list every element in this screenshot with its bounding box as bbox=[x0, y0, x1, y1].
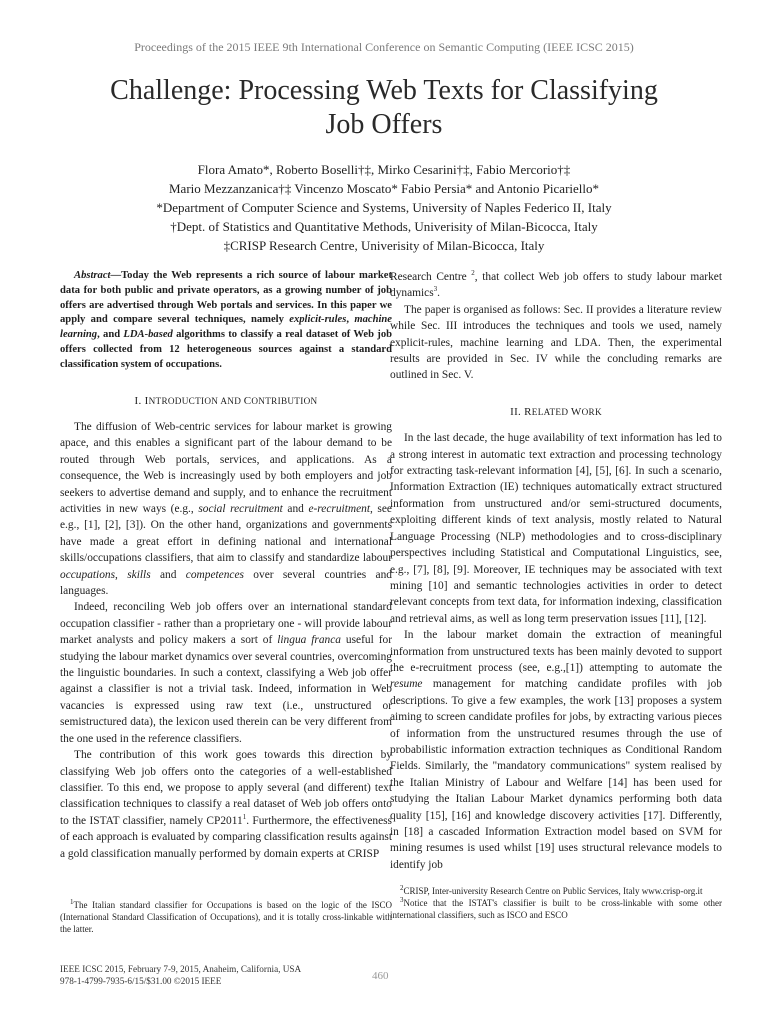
footnote-3 bbox=[390, 895, 722, 922]
text-run: Indeed, reconciling Web job offers over an international standard occupation classifier - rather than a proprietary one - will provide labour market analysts and policy makers a sort of bbox=[60, 601, 392, 647]
section-smallcaps: ORK bbox=[581, 406, 602, 417]
text-run: , see e.g., [1], [2], [3]). On the other hand, organizations and governments have made a great effort in defining national and international skills/occupations classifiers, that aim to classify and standardize labour bbox=[60, 503, 392, 565]
footer-isbn: 978-1-4799-7935-6/15/$31.00 ©2015 IEEE bbox=[60, 975, 222, 986]
section-smallcaps: ONTRIBUTION bbox=[251, 395, 318, 406]
text-run: The diffusion of Web-centric services for labour market is growing apace, and this enables a significant part of the labour demand to be routed through Web portals, services, and applications. As a consequence, the Web is increasingly used by both employers and job seekers to advertise demand and supply, and to enhance the recruitment activities in new ways (e.g., bbox=[60, 420, 392, 516]
abstract-text: —Today the Web represents a rich source of labour market data for both public and private operators, as a growing number of job offers are advertised through Web portals and services. In this paper we apply and compare several techniques, namely bbox=[60, 270, 392, 326]
author-block bbox=[60, 160, 708, 255]
footnote-1 bbox=[60, 900, 392, 935]
abstract bbox=[60, 269, 392, 373]
italic-term: e-recruitment bbox=[308, 503, 371, 516]
related-work-paragraph-2 bbox=[390, 627, 722, 873]
section-cap: C bbox=[243, 394, 252, 407]
author-line-1: Flora Amato*, Roberto Boselli†‡, Mirko Cesarini†‡, Fabio Mercorio†‡ bbox=[197, 162, 571, 177]
italic-term: skills bbox=[127, 568, 151, 581]
text-run: In the labour market domain the extraction of meaningful information from unstructured texts has been mainly devoted to support the e-recruitment process (see, e.g.,[1]) attempting to automate the bbox=[390, 629, 722, 674]
footnote-text: CRISP, Inter-university Research Centre on Public Services, Italy www.crisp-org.it bbox=[403, 886, 703, 896]
text-run: over several countries and languages. bbox=[60, 568, 392, 598]
section-cap: W bbox=[570, 405, 582, 418]
text-run: , that collect Web job offers to study labour market dynamics bbox=[390, 271, 722, 300]
text-run: . bbox=[437, 287, 441, 300]
right-intro-continuation bbox=[390, 269, 722, 302]
left-column bbox=[60, 269, 392, 862]
title-line-2: Job Offers bbox=[325, 109, 443, 140]
text-run: management for matching candidate profiles with job descriptions. To give a few examples, the work [13] proposes a system aiming to screen candidate profiles for jobs, by extracting various pieces of information from the unstructured resumes through the use of probabilistic information extraction techniques as Conditional Random Fields. Similarly, the "mandatory communications" system realised by the Italian Ministry of Labour and Welfare [14] has been used for studying the Italian Labour Market dynamics performing both data quality [15], [16] and knowledge discovery activities [17]. Differently, in [18] a cascaded Information Extraction model based on SVM for mining resumes is used whilst [19] uses structural relevance models to identify job bbox=[390, 678, 722, 871]
section-numeral: I. bbox=[134, 394, 145, 407]
related-work-paragraph-1: In the last decade, the huge availability of text information has led to a strong interest in automatic text extraction and processing technology for extracting task-relevant information [4], [5], [6]. In such a scenario, Information Extraction (IE) techniques automatically extract structured information from unstructured and/or semi-structured documents, exploiting different kinds of text analysis, mostly related to Natural Language Processing (NLP) methodologies and to cross-disciplinary perspectives including Statistical and Computational Linguistics, see, e.g., [7], [8], [9]. Moreover, IE techniques may be associated with text mining [10] and semantic technologies activities in order to detect relevant concepts from text data, for information indexing, classification and retrieval aims, as well as long term preservation issues [11], [12]. bbox=[390, 432, 722, 625]
affiliation-3: ‡CRISP Research Centre, Univerisity of Milan-Bicocca, Italy bbox=[223, 238, 545, 253]
abstract-label: Abstract bbox=[74, 270, 111, 281]
footnote-text: The Italian standard classifier for Occupations is based on the logic of the ISCO (International Standard Classification of Occupations), and it is totally cross-linkable with the latter. bbox=[60, 900, 392, 934]
footnotes-right bbox=[390, 886, 722, 921]
author-line-2: Mario Mezzanzanica†‡ Vincenzo Moscato* Fabio Persia* and Antonio Picariello* bbox=[168, 181, 600, 196]
abstract-term: machine learning bbox=[60, 314, 393, 341]
footnote-marker: 2 bbox=[471, 269, 475, 278]
italic-term: social recruitment bbox=[198, 503, 283, 516]
section-cap: I bbox=[144, 394, 149, 407]
section-cap: R bbox=[524, 405, 532, 418]
page-number: 460 bbox=[372, 970, 389, 982]
abstract-text: algorithms to classify a real dataset of Web job offers collected from 12 heterogeneous sources against a standard classification system of occupations. bbox=[60, 329, 393, 370]
paper-organisation-paragraph: The paper is organised as follows: Sec. II provides a literature review while Sec. III introduces the techniques and tools we used, namely explicit-rules, machine learning and LDA. Then, the experimental results are provided in Sec. IV while the concluding remarks are outlined in Sec. V. bbox=[390, 303, 722, 382]
right-column bbox=[390, 269, 722, 873]
text-run: and bbox=[150, 568, 186, 581]
title-line-1: Challenge: Processing Web Texts for Classifying bbox=[110, 75, 658, 106]
affiliation-1: *Department of Computer Science and Systems, University of Naples Federico II, Italy bbox=[156, 200, 612, 215]
section-smallcaps: ELATED bbox=[531, 406, 571, 417]
text-run: and bbox=[282, 503, 309, 516]
italic-term: resume bbox=[390, 678, 423, 691]
intro-paragraph-1 bbox=[60, 419, 392, 599]
footnote-marker: 1 bbox=[70, 898, 74, 906]
abstract-term: explicit-rules bbox=[289, 314, 347, 326]
text-run: Research Centre bbox=[390, 271, 472, 283]
section-smallcaps: NTRODUCTION AND bbox=[148, 395, 244, 406]
text-run: . Furthermore, the effectiveness of each approach is evaluated by comparing classification results against a gold classification manually performed by domain experts at CRISP bbox=[60, 814, 392, 860]
section-heading-related-work bbox=[390, 404, 722, 420]
text-run: , bbox=[115, 568, 128, 581]
paper-title bbox=[60, 74, 708, 142]
section-numeral: II. bbox=[510, 405, 525, 418]
abstract-text: , and bbox=[97, 329, 124, 341]
text-run: useful for studying the labour market dynamics over several countries, overcoming the linguistic boundaries. In such a context, classifying a Web job offer against a classifier is not a trivial task. Indeed, information in Web vacancies is expressed using raw text (i.e., unstructured or semistructured data), the lexicon used therein can be very different from the one used in the reference classifiers. bbox=[60, 634, 392, 745]
section-heading-introduction bbox=[60, 393, 392, 409]
footnote-marker: 3 bbox=[433, 285, 438, 294]
abstract-text: , bbox=[346, 314, 355, 326]
abstract-term: LDA-based bbox=[123, 329, 173, 341]
footnote-marker: 1 bbox=[242, 812, 247, 821]
footer-conference: IEEE ICSC 2015, February 7-9, 2015, Anaheim, California, USA bbox=[60, 964, 302, 974]
footnote-marker: 3 bbox=[400, 895, 404, 904]
italic-term: competences bbox=[185, 568, 244, 581]
text-run: The contribution of this work goes towards this direction by classifying Web job offers onto the categories of a well-established classifier. To this end, we propose to apply several (and different) text classification techniques to classify a real dataset of Web job offers onto to the ISTAT classifier, namely CP2011 bbox=[60, 749, 392, 827]
footnote-2 bbox=[390, 886, 722, 898]
proceedings-header: Proceedings of the 2015 IEEE 9th International Conference on Semantic Computing (IEEE ICSC 2015) bbox=[134, 40, 634, 54]
intro-paragraph-2 bbox=[60, 599, 392, 747]
italic-term: lingua franca bbox=[277, 634, 341, 647]
footnote-marker: 2 bbox=[400, 884, 404, 892]
intro-paragraph-3 bbox=[60, 747, 392, 862]
affiliation-2: †Dept. of Statistics and Quantitative Methods, Univerisity of Milan-Bicocca, Italy bbox=[170, 219, 598, 234]
footnotes-left bbox=[60, 900, 392, 935]
italic-term: occupations bbox=[60, 568, 116, 581]
footnote-text: Notice that the ISTAT's classifier is built to be cross-linkable with some other international classifiers, such as ISCO and ESCO bbox=[390, 897, 722, 920]
footer-copyright bbox=[60, 964, 301, 987]
